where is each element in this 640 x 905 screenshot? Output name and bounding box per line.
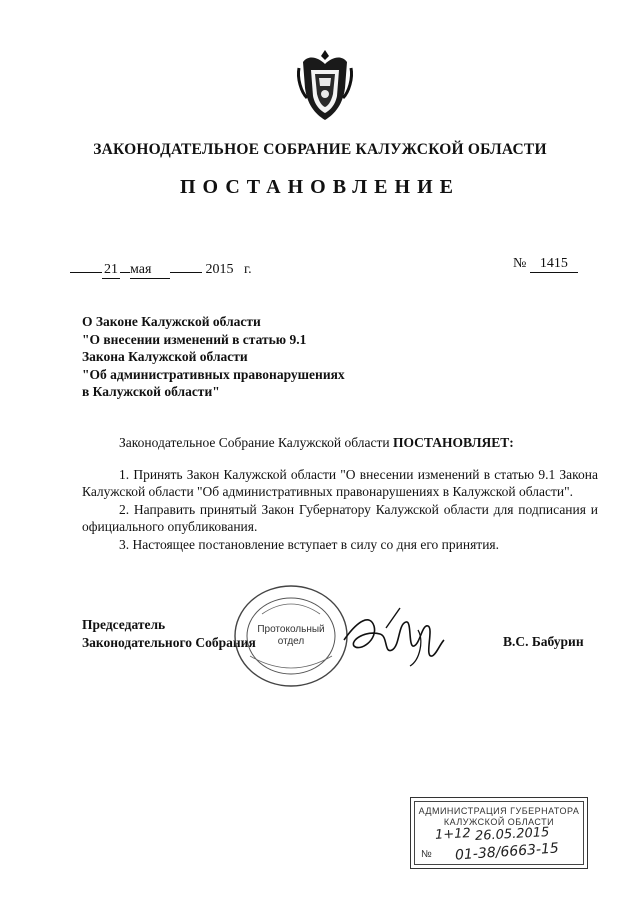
date-year: 2015 <box>205 262 234 277</box>
stamp-org-line-2: КАЛУЖСКОЙ ОБЛАСТИ <box>443 817 555 827</box>
date-field <box>70 256 252 279</box>
date-day: 21 <box>104 262 118 277</box>
document-type: ПОСТАНОВЛЕНИЕ <box>180 176 460 198</box>
lead-text: Законодательное Собрание Калужской области <box>119 435 393 450</box>
stamp-org-line-1: АДМИНИСТРАЦИЯ ГУБЕРНАТОРА <box>418 806 580 816</box>
signatory-title <box>82 616 256 652</box>
official-seal-icon <box>232 584 350 688</box>
number-field <box>513 256 578 273</box>
signatory-title-line: Председатель <box>82 617 166 632</box>
lead-paragraph <box>82 434 598 452</box>
resolution-item-2: 2. Направить принятый Закон Губернатору Калужской области для подписания и официального опубликования. <box>82 501 598 534</box>
number-prefix: № <box>513 256 527 271</box>
subject-line: "Об административных правонарушениях <box>82 366 345 382</box>
resolution-body <box>82 434 598 553</box>
seal-text-line-1: Протокольный <box>257 624 325 635</box>
stamp-handwritten-code: 1+12 <box>434 826 472 843</box>
handwritten-signature-icon <box>340 600 450 670</box>
stamp-rule <box>433 864 575 865</box>
subject-line: "О внесении изменений в статью 9.1 <box>82 331 307 347</box>
seal-text-line-2: отдел <box>277 636 305 647</box>
lead-verb: ПОСТАНОВЛЯЕТ: <box>393 435 514 450</box>
date-year-suffix: г. <box>244 262 252 277</box>
document-number: 1415 <box>530 256 578 273</box>
subject-line: в Калужской области" <box>82 384 220 399</box>
organization-title: ЗАКОНОДАТЕЛЬНОЕ СОБРАНИЕ КАЛУЖСКОЙ ОБЛАСТИ <box>93 141 547 158</box>
registration-stamp <box>410 797 588 869</box>
stamp-handwritten-date: 26.05.2015 <box>474 825 550 844</box>
stamp-handwritten-number: 01-38/6663-15 <box>454 840 560 864</box>
subject-heading <box>82 313 345 401</box>
subject-line: О Законе Калужской области <box>82 314 261 329</box>
resolution-item-1: 1. Принять Закон Калужской области "О внесении изменений в статью 9.1 Закона Калужской области "Об административных правонарушениях в Калужской области". <box>82 466 598 499</box>
date-month: мая <box>130 262 170 279</box>
signatory-name: В.С. Бабурин <box>503 634 584 649</box>
coat-of-arms-icon <box>295 48 355 122</box>
subject-line: Закона Калужской области <box>82 349 248 364</box>
resolution-item-3: 3. Настоящее постановление вступает в силу со дня его принятия. <box>119 536 500 552</box>
stamp-number-prefix: № <box>421 849 432 860</box>
signatory-title-line: Законодательного Собрания <box>82 635 256 650</box>
